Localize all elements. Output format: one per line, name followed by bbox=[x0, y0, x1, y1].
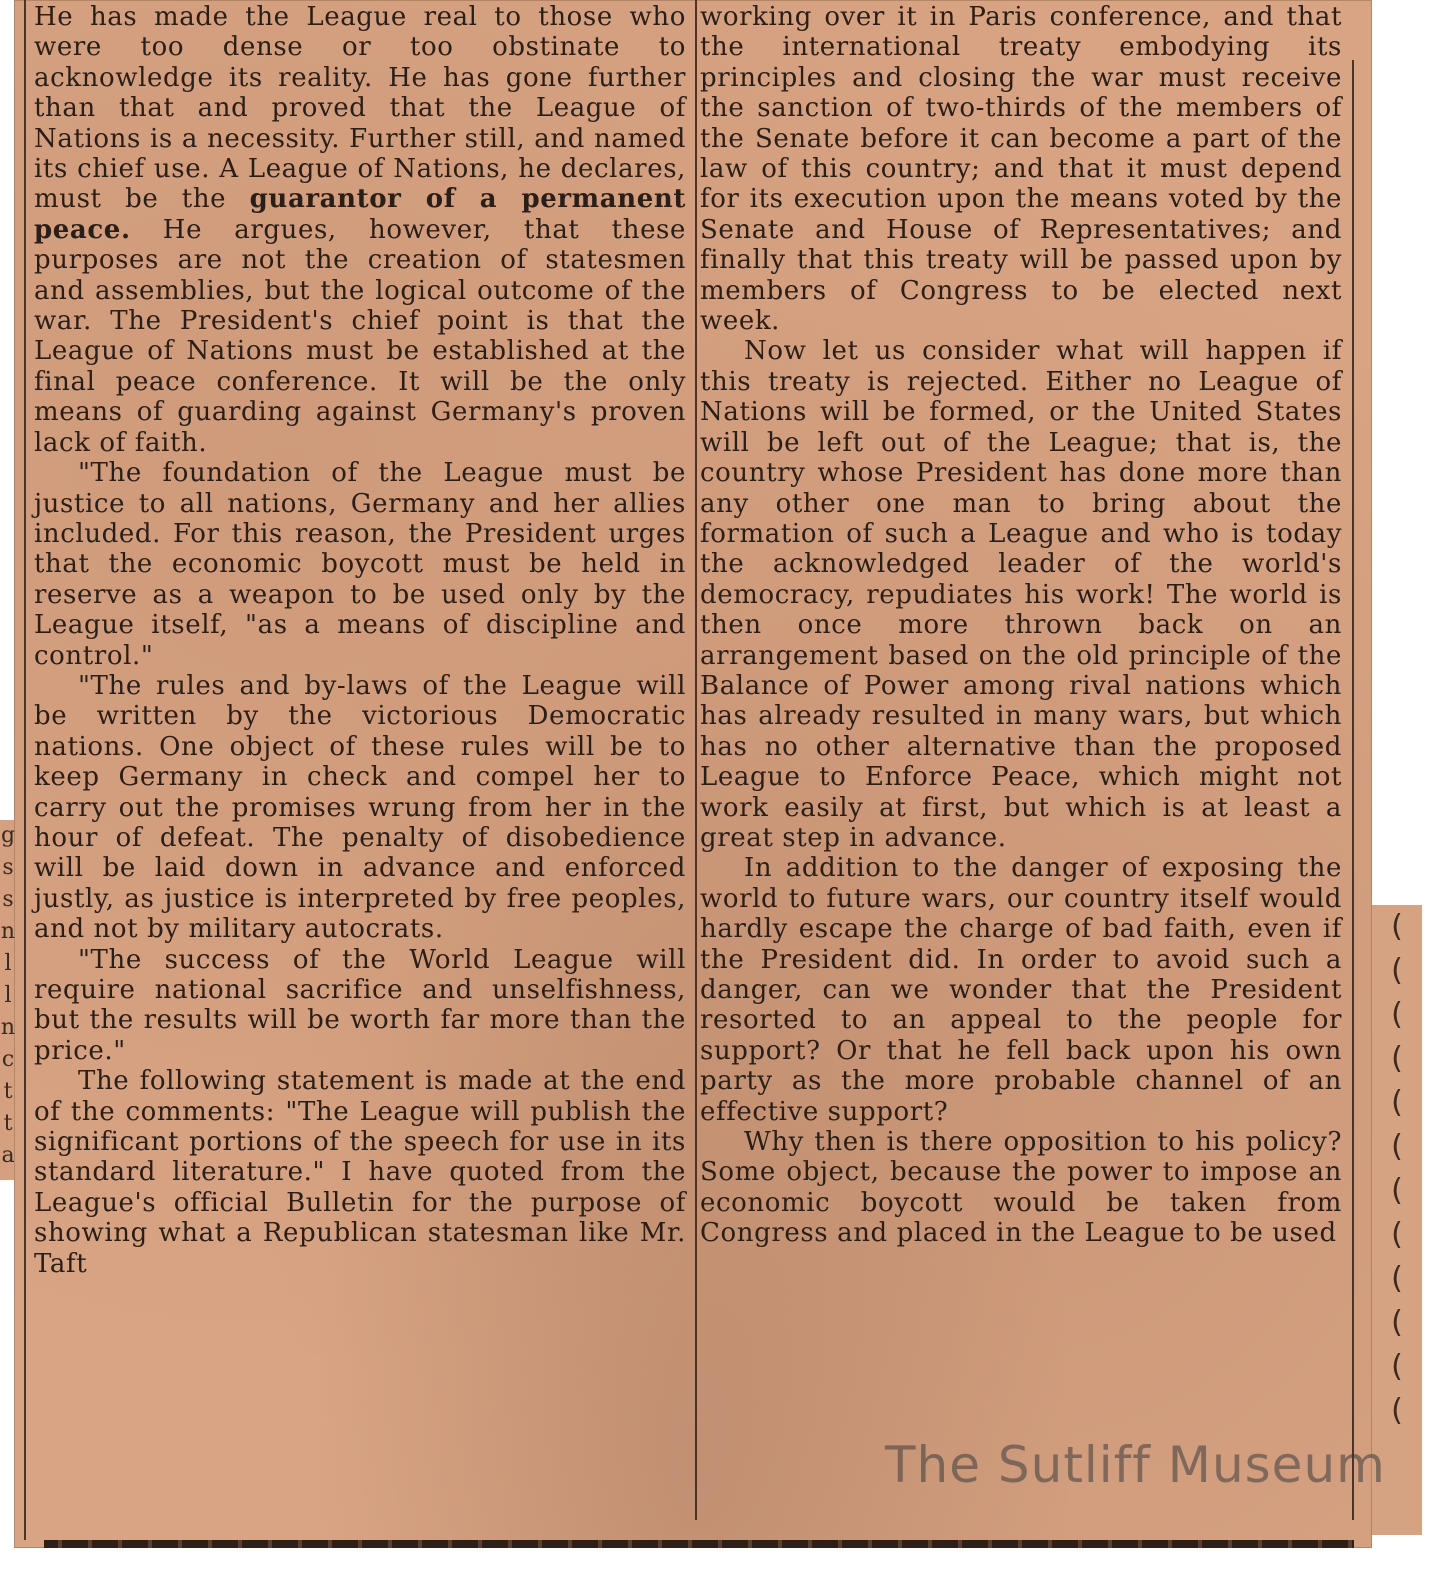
bottom-border-rule bbox=[44, 1540, 1354, 1548]
left-paragraph-3: "The rules and by-laws of the League will be written by the victorious Democratic nations. One object of these rules will be to keep Germany in check and compel her to carry out the promises wrung from her in the hour of defeat. The penalty of disobedience will be laid down in advance and enforced justly, as justice is interpreted by free peoples, and not by military autocrats. bbox=[34, 670, 686, 945]
left-paragraph-5: The following statement is made at the end of the comments: "The League will publish the significant portions of the speech for use in its standard literature." I have quoted from the League's official Bulletin for the purpose of showing what a Republican statesman like Mr. Taft bbox=[34, 1066, 686, 1279]
margin-letter: t bbox=[3, 1111, 13, 1136]
margin-letter: g bbox=[0, 823, 16, 848]
paren-mark: ( bbox=[1391, 1305, 1403, 1340]
right-border-rule bbox=[1352, 60, 1354, 1520]
museum-watermark: The Sutliff Museum bbox=[885, 1436, 1386, 1494]
margin-letter: s bbox=[2, 887, 14, 912]
paren-mark: ( bbox=[1391, 1085, 1403, 1120]
right-paragraph-1: working over it in Paris conference, and that the international treaty embodying its principles and closing the war must receive the sanction of two-thirds of the members of the Senate before it can become a part of the law of this country; and that it must depend for its execution upon the means voted by the Senate and House of Representatives; and finally that this treaty will be passed upon by members of Congress to be elected next week. bbox=[700, 2, 1342, 337]
right-column bbox=[700, 2, 1342, 1249]
margin-letter: s bbox=[2, 855, 14, 880]
paren-mark: ( bbox=[1391, 1173, 1403, 1208]
left-border-rule bbox=[24, 0, 26, 1540]
paren-mark: ( bbox=[1391, 1217, 1403, 1252]
right-paragraph-3: In addition to the danger of exposing the world to future wars, our country itself would hardly escape the charge of bad faith, even if the President did. In order to avoid such a danger, can we wonder that the President resorted to an appeal to the people for support? Or that he fell back upon his own party as the more probable channel of an effective support? bbox=[700, 853, 1342, 1127]
right-paragraph-4: Why then is there opposition to his policy? Some object, because the power to impose an economic boycott would be taken from Congress and placed in the League to be used bbox=[700, 1127, 1342, 1249]
paren-mark: ( bbox=[1391, 1041, 1403, 1076]
margin-letter: n bbox=[0, 1015, 16, 1040]
left-paragraph-1 bbox=[34, 2, 686, 458]
left-marginalia bbox=[0, 820, 16, 1172]
left-p1-rest: He argues, however, that these purposes are not the creation of statesmen and assemblies, but the logical outcome of the war. The President's chief point is that the League of Nations must be established at the final peace conference. It will be the only means of guarding against Germany's proven lack of faith. bbox=[34, 214, 686, 458]
paren-mark: ( bbox=[1391, 953, 1403, 988]
paren-mark: ( bbox=[1391, 1393, 1403, 1428]
right-paragraph-2: Now let us consider what will happen if this treaty is rejected. Either no League of Nations will be formed, or the United States will be left out of the League; that is, the country whose President has done more than any other one man to bring about the formation of such a League and who is today the acknowledged leader of the world's democracy, repudiates his work! The world is then once more thrown back on an arrangement based on the old principle of the Balance of Power among rival nations which has already resulted in many wars, but which has no other alternative than the proposed League to Enforce Peace, which might not work easily at first, but which is at least a great step in advance. bbox=[700, 336, 1342, 853]
column-divider bbox=[695, 0, 697, 1520]
left-paragraph-4: "The success of the World League will require national sacrifice and unselfishness, but the results will be worth far more than the price." bbox=[34, 944, 686, 1066]
paren-mark: ( bbox=[1391, 1349, 1403, 1384]
paren-mark: ( bbox=[1391, 1261, 1403, 1296]
paren-mark: ( bbox=[1391, 909, 1403, 944]
margin-letter: l bbox=[4, 983, 12, 1008]
margin-letter: l bbox=[4, 951, 12, 976]
margin-letter: c bbox=[1, 1047, 15, 1072]
left-p1-text: He has made the League real to those who were too dense or too obstinate to acknowledge its reality. He has gone further than that and proved that the League of Nations is a necessity. Further still, and named its chief use. A League of Nations, he declares, must be the bbox=[34, 2, 686, 215]
paren-mark: ( bbox=[1391, 997, 1403, 1032]
margin-letter: n bbox=[0, 919, 16, 944]
paren-mark: ( bbox=[1391, 1129, 1403, 1164]
margin-letter: a bbox=[1, 1143, 15, 1168]
left-paragraph-2: "The foundation of the League must be justice to all nations, Germany and her allies included. For this reason, the President urges that the economic boycott must be held in reserve as a weapon to be used only by the League itself, "as a means of discipline and control." bbox=[34, 458, 686, 671]
left-p1-bold: guarantor of a permanent peace. bbox=[34, 184, 686, 245]
margin-letter: t bbox=[3, 1079, 13, 1104]
left-column bbox=[34, 2, 686, 1279]
